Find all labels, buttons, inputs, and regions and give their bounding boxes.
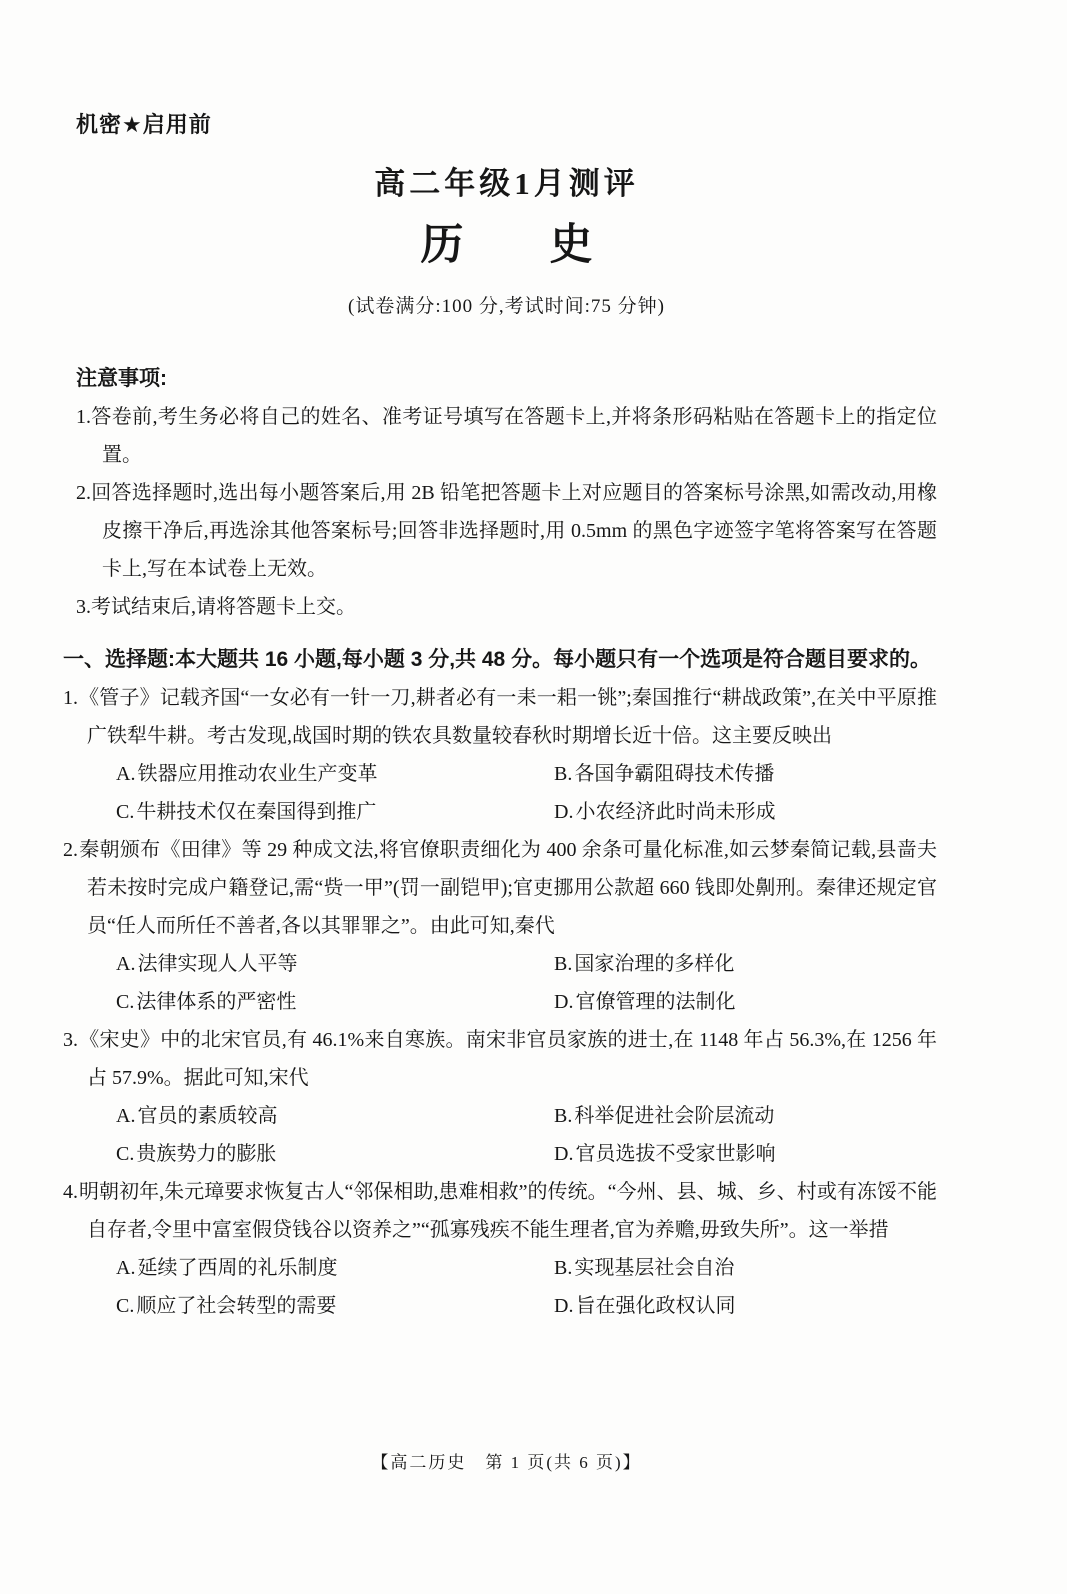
exam-info-line: (试卷满分:100 分,考试时间:75 分钟)	[348, 296, 665, 317]
question-1-option-c	[116, 793, 554, 831]
question-1-text: 《管子》记载齐国“一女必有一针一刀,耕者必有一耒一耜一铫”;秦国推行“耕战政策”,在关中平原推广铁犁牛耕。考古发现,战国时期的铁农具数量较春秋时期增长近十倍。这主要反映出	[79, 687, 937, 747]
question-1-stem	[63, 679, 937, 755]
option-label: C.	[116, 991, 135, 1013]
option-text: 铁器应用推动农业生产变革	[137, 763, 378, 785]
question-3-option-b	[554, 1097, 937, 1135]
option-text: 法律体系的严密性	[136, 991, 297, 1013]
question-2	[63, 831, 937, 1021]
option-text: 小农经济此时尚未形成	[575, 801, 776, 823]
question-1-number: 1.	[63, 687, 78, 709]
option-label: B.	[554, 1257, 573, 1279]
question-3-text: 《宋史》中的北宋官员,有 46.1%来自寒族。南宋非官员家族的进士,在 1148 年占 56.3%,在 1256 年占 57.9%。据此可知,宋代	[79, 1029, 937, 1089]
section-heading: 一、选择题:本大题共 16 小题,每小题 3 分,共 48 分。每小题只有一个选项是符合题目要求的。	[63, 648, 932, 671]
question-2-text: 秦朝颁布《田律》等 29 种成文法,将官僚职责细化为 400 余条可量化标准,如云梦秦简记载,县啬夫若未按时完成户籍登记,需“赀一甲”(罚一副铠甲);官吏挪用公款超 660 钱即处劓刑。秦律还规定官员“任人而所任不善者,各以其罪罪之”。由此可知,秦代	[79, 839, 937, 937]
option-label: A.	[116, 763, 136, 785]
question-2-options	[63, 945, 937, 1021]
question-4-text: 明朝初年,朱元璋要求恢复古人“邻保相助,患难相救”的传统。“今州、县、城、乡、村或有冻馁不能自存者,令里中富室假贷钱谷以资养之”“孤寡残疾不能生理者,官为养赡,毋致失所”。这一举措	[79, 1181, 937, 1241]
question-1-option-a	[116, 755, 554, 793]
option-label: D.	[554, 1295, 574, 1317]
question-4-option-c	[116, 1287, 554, 1325]
question-4-options	[63, 1249, 937, 1325]
question-3-option-c	[116, 1135, 554, 1173]
option-text: 官僚管理的法制化	[575, 991, 736, 1013]
notes-heading: 注意事项:	[76, 367, 167, 390]
option-label: B.	[554, 953, 573, 975]
note-item-1: 1.答卷前,考生务必将自己的姓名、准考证号填写在答题卡上,并将条形码粘贴在答题卡上的指定位置。	[76, 406, 937, 466]
question-2-option-c	[116, 983, 554, 1021]
option-label: D.	[554, 801, 574, 823]
question-4-option-d	[554, 1287, 937, 1325]
option-text: 官员的素质较高	[137, 1105, 278, 1127]
question-3-options	[63, 1097, 937, 1173]
option-label: B.	[554, 763, 573, 785]
option-label: A.	[116, 1105, 136, 1127]
option-text: 官员选拔不受家世影响	[575, 1143, 776, 1165]
option-text: 科举促进社会阶层流动	[574, 1105, 775, 1127]
question-3-stem	[63, 1021, 937, 1097]
exam-title: 高二年级1月测评	[374, 166, 639, 201]
question-4-stem	[63, 1173, 937, 1249]
question-1-options	[63, 755, 937, 831]
option-label: A.	[116, 953, 136, 975]
question-4-number: 4.	[63, 1181, 78, 1203]
question-2-number: 2.	[63, 839, 78, 861]
option-label: C.	[116, 801, 135, 823]
option-label: C.	[116, 1295, 135, 1317]
page-number-footer: 【高二历史 第 1 页(共 6 页)】	[371, 1453, 642, 1472]
option-label: D.	[554, 1143, 574, 1165]
question-3	[63, 1021, 937, 1173]
option-label: D.	[554, 991, 574, 1013]
note-item-3: 3.考试结束后,请将答题卡上交。	[76, 596, 356, 618]
question-3-number: 3.	[63, 1029, 78, 1051]
option-text: 实现基层社会自治	[574, 1257, 735, 1279]
option-label: C.	[116, 1143, 135, 1165]
question-4-option-b	[554, 1249, 937, 1287]
option-text: 各国争霸阻碍技术传播	[574, 763, 775, 785]
subject-title: 历 史	[420, 222, 593, 269]
question-2-option-a	[116, 945, 554, 983]
question-1-option-d	[554, 793, 937, 831]
option-text: 国家治理的多样化	[574, 953, 735, 975]
classification-label: 机密★启用前	[76, 112, 212, 137]
option-text: 延续了西周的礼乐制度	[137, 1257, 338, 1279]
question-3-option-d	[554, 1135, 937, 1173]
question-2-option-b	[554, 945, 937, 983]
question-4-option-a	[116, 1249, 554, 1287]
question-1-option-b	[554, 755, 937, 793]
option-label: A.	[116, 1257, 136, 1279]
question-2-stem	[63, 831, 937, 945]
notes-section	[76, 360, 937, 626]
note-item-2: 2.回答选择题时,选出每小题答案后,用 2B 铅笔把答题卡上对应题目的答案标号涂黑,如需改动,用橡皮擦干净后,再选涂其他答案标号;回答非选择题时,用 0.5mm 的黑色字迹签字笔将答案写在答题卡上,写在本试卷上无效。	[76, 482, 937, 580]
question-1	[63, 679, 937, 831]
question-2-option-d	[554, 983, 937, 1021]
option-text: 贵族势力的膨胀	[136, 1143, 277, 1165]
question-3-option-a	[116, 1097, 554, 1135]
option-label: B.	[554, 1105, 573, 1127]
question-4	[63, 1173, 937, 1325]
option-text: 法律实现人人平等	[137, 953, 298, 975]
option-text: 顺应了社会转型的需要	[136, 1295, 337, 1317]
option-text: 旨在强化政权认同	[575, 1295, 736, 1317]
option-text: 牛耕技术仅在秦国得到推广	[136, 801, 377, 823]
